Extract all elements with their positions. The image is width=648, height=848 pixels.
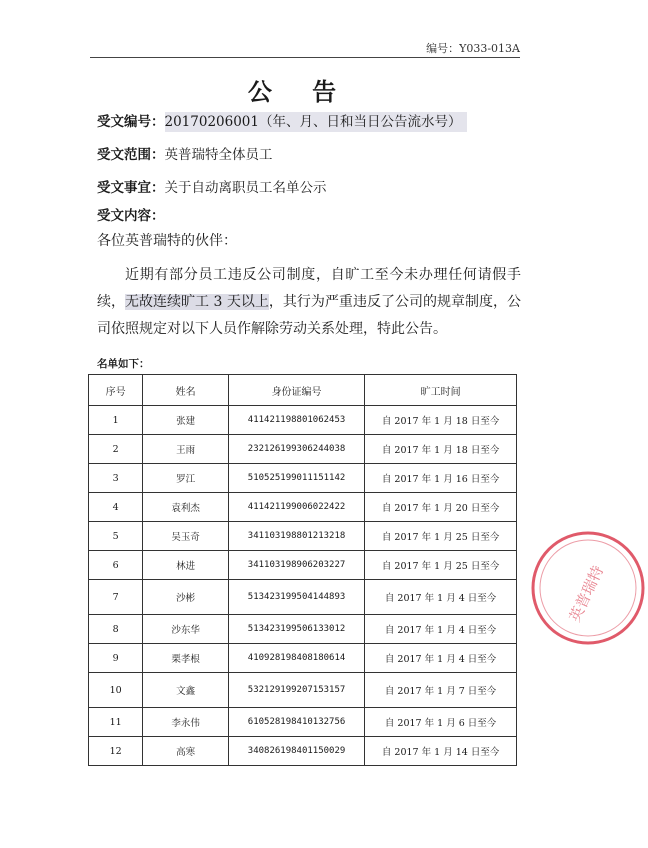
field-value: 20170206001（年、月、日和当日公告流水号） — [165, 112, 468, 132]
table-row — [89, 435, 517, 464]
row-name: 栗孝根 — [143, 644, 229, 673]
company-seal — [528, 528, 648, 648]
row-name: 文鑫 — [143, 673, 229, 708]
row-number: 12 — [89, 737, 143, 766]
table-row — [89, 615, 517, 644]
table-row — [89, 708, 517, 737]
row-absence-time: 自 2017 年 1 月 16 日至今 — [365, 464, 517, 493]
row-absence-time: 自 2017 年 1 月 7 日至今 — [365, 673, 517, 708]
row-number: 6 — [89, 551, 143, 580]
row-number: 11 — [89, 708, 143, 737]
body-text-part2: ，其行为严重违反了公司的规章制度，公司依照规定对以下人员作解除劳动关系处理，特此公告。 — [97, 294, 522, 337]
row-id: 532129199207153157 — [228, 673, 364, 708]
row-name: 高寒 — [143, 737, 229, 766]
header-absence-time: 旷工时间 — [365, 375, 517, 406]
row-id: 411421198801062453 — [228, 406, 364, 435]
row-name: 张建 — [143, 406, 229, 435]
table-row — [89, 580, 517, 615]
greeting: 各位英普瑞特的伙伴： — [97, 233, 237, 249]
row-absence-time: 自 2017 年 1 月 25 日至今 — [365, 551, 517, 580]
row-absence-time: 自 2017 年 1 月 14 日至今 — [365, 737, 517, 766]
row-id: 513423199506133012 — [228, 615, 364, 644]
field-document-number — [97, 110, 467, 130]
row-name: 林进 — [143, 551, 229, 580]
field-content — [97, 204, 165, 224]
table-row — [89, 737, 517, 766]
row-name: 李永伟 — [143, 708, 229, 737]
field-value: 关于自动离职员工名单公示 — [164, 180, 327, 196]
row-id: 341103198801213218 — [228, 522, 364, 551]
field-label: 受文事宜： — [97, 180, 165, 196]
field-label: 受文范围： — [97, 147, 165, 163]
header-divider — [90, 57, 520, 58]
row-name: 沙彬 — [143, 580, 229, 615]
table-row — [89, 673, 517, 708]
row-number: 9 — [89, 644, 143, 673]
row-id: 232126199306244038 — [228, 435, 364, 464]
row-number: 10 — [89, 673, 143, 708]
row-absence-time: 自 2017 年 1 月 18 日至今 — [365, 406, 517, 435]
document-number: 编号：Y033-013A — [426, 42, 520, 55]
row-absence-time: 自 2017 年 1 月 20 日至今 — [365, 493, 517, 522]
table-row — [89, 551, 517, 580]
row-id: 510525199011151142 — [228, 464, 364, 493]
table-row — [89, 493, 517, 522]
body-text-part1: 近期有部分员工违反公司制度，自旷工至今未办理任何请假手续， — [97, 267, 521, 310]
row-id: 411421199006022422 — [228, 493, 364, 522]
table-row — [89, 522, 517, 551]
row-name: 王雨 — [143, 435, 229, 464]
row-number: 3 — [89, 464, 143, 493]
header-name: 姓名 — [143, 375, 229, 406]
row-number: 2 — [89, 435, 143, 464]
row-name: 吴玉奇 — [143, 522, 229, 551]
header-id: 身份证编号 — [228, 375, 364, 406]
table-row — [89, 644, 517, 673]
row-absence-time: 自 2017 年 1 月 18 日至今 — [365, 435, 517, 464]
list-title: 名单如下： — [97, 358, 150, 370]
body-text-highlight: 无故连续旷工 3 天以上 — [125, 294, 269, 310]
field-value: 英普瑞特全体员工 — [164, 147, 273, 163]
table-row — [89, 406, 517, 435]
row-name: 沙东华 — [143, 615, 229, 644]
row-number: 7 — [89, 580, 143, 615]
table-body — [89, 406, 517, 766]
row-id: 340826198401150029 — [228, 737, 364, 766]
row-id: 610528198410132756 — [228, 708, 364, 737]
row-absence-time: 自 2017 年 1 月 4 日至今 — [365, 644, 517, 673]
field-label: 受文内容： — [97, 208, 165, 224]
body-paragraph — [97, 262, 521, 343]
row-name: 袁利杰 — [143, 493, 229, 522]
page-title: 公 告 — [247, 77, 353, 106]
row-number: 8 — [89, 615, 143, 644]
row-absence-time: 自 2017 年 1 月 4 日至今 — [365, 580, 517, 615]
table-row — [89, 464, 517, 493]
employee-table — [88, 374, 517, 766]
field-subject — [97, 176, 327, 196]
row-id: 341103198906203227 — [228, 551, 364, 580]
header-number: 序号 — [89, 375, 143, 406]
row-name: 罗江 — [143, 464, 229, 493]
row-id: 513423199504144893 — [228, 580, 364, 615]
field-scope — [97, 143, 273, 163]
row-id: 410928198408180614 — [228, 644, 364, 673]
row-absence-time: 自 2017 年 1 月 6 日至今 — [365, 708, 517, 737]
field-label: 受文编号： — [97, 114, 165, 130]
table-header-row — [89, 375, 517, 406]
row-number: 5 — [89, 522, 143, 551]
row-number: 4 — [89, 493, 143, 522]
row-absence-time: 自 2017 年 1 月 25 日至今 — [365, 522, 517, 551]
seal-text: 英普瑞特 — [565, 562, 608, 625]
row-number: 1 — [89, 406, 143, 435]
row-absence-time: 自 2017 年 1 月 4 日至今 — [365, 615, 517, 644]
